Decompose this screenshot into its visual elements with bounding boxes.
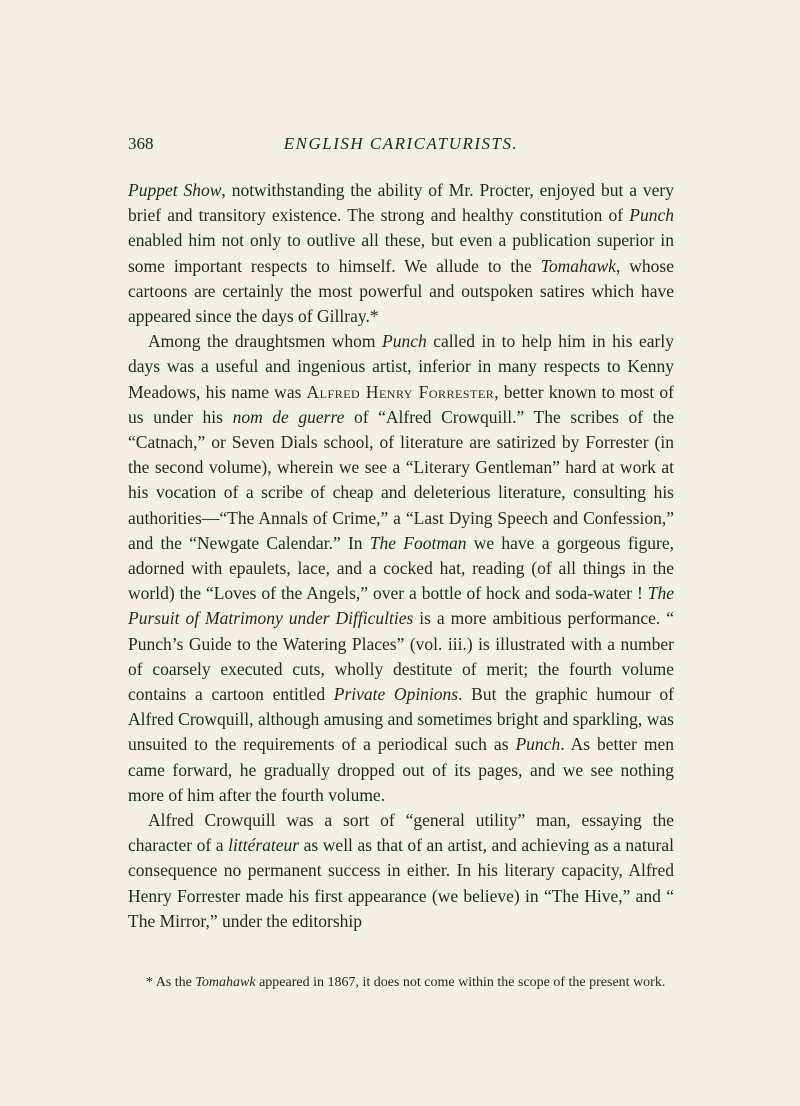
page-header (128, 134, 674, 162)
body-text (128, 178, 674, 934)
italic-text: The Pursuit of Matrimony under Difficulties (128, 583, 674, 629)
italic-text: Tomahawk (195, 975, 256, 990)
text-run: , whose cartoons are certainly the most powerful and outspoken satires which have appeared since the days of Gillray.* (128, 255, 674, 327)
italic-text: Punch (629, 205, 674, 226)
italic-text: littérateur (228, 835, 300, 856)
italic-text: nom de guerre (232, 406, 345, 427)
text-run: , better known to most of us under his (128, 381, 675, 427)
text-run: . As better men came forward, he gradually dropped out of its pages, and we see nothing more of him after the fourth volume. (128, 734, 674, 805)
footnote (128, 973, 674, 993)
small-caps-name: Alfred Henry Forrester (306, 381, 495, 402)
text-run: we have a gorgeous figure, adorned with epaulets, lace, and a cocked hat, reading (of all things in the world) the “Loves of the Angels,” over a bottle of hock and soda-water ! (128, 532, 674, 604)
text-run: Among the draughtsmen whom (148, 331, 382, 352)
italic-text: Punch (382, 331, 427, 352)
italic-text: The Footman (369, 532, 467, 553)
italic-text: Punch (515, 734, 561, 755)
running-title: ENGLISH CARICATURISTS. (283, 134, 519, 153)
page-number: 368 (128, 134, 154, 153)
text-run: is a more ambitious performance. “ Punch’s Guide to the Watering Places” (vol. iii.) is illustrated with a number of coarsely executed cuts, wholly destitute of merit; the fourth volume contains a cartoon entitled (128, 608, 674, 705)
text-run: as well as that of an artist, and achieving as a natural consequence no permanent success in either. In his literary capacity, Alfred Henry Forrester made his first appearance (we believe) in “The Hive,” and “ The Mirror,” under the editorship (128, 835, 674, 931)
italic-text: Tomahawk (540, 255, 616, 276)
text-run: called in to help him in his early days was a useful and ingenious artist, inferior in many respects to Kenny Meadows, his name was (128, 331, 674, 402)
text-run: Alfred Crowquill was a sort of “general utility” man, essaying the character of a (128, 810, 674, 856)
text-run: of “Alfred Crowquill.” The scribes of the “Catnach,” or Seven Dials school, of literature are satirized by Forrester (in the second volume), wherein we see a “Literary Gentleman” hard at work at his vocation of a scribe of cheap and deleterious literature, consulting his authorities—“The Annals of Crime,” a “Last Dying Speech and Confession,” and the “Newgate Calendar.” In (128, 406, 675, 553)
italic-text: Private Opinions (333, 684, 459, 705)
paragraph (128, 178, 674, 329)
text-run: appeared in 1867, it does not come within the scope of the present work. (255, 975, 666, 990)
text-run: . But the graphic humour of Alfred Crowquill, although amusing and sometimes bright and sparkling, was unsuited to the requirements of a periodical such as (128, 684, 675, 755)
paragraph (128, 329, 674, 808)
italic-text: Puppet Show (128, 180, 222, 200)
paragraph (128, 808, 674, 934)
text-run: * As the (146, 975, 196, 990)
text-run: , notwithstanding the ability of Mr. Procter, enjoyed but a very brief and transitory existence. The strong and healthy constitution of (128, 180, 674, 226)
text-run: enabled him not only to outlive all these, but even a publication superior in some important respects to himself. We allude to the (128, 230, 674, 276)
